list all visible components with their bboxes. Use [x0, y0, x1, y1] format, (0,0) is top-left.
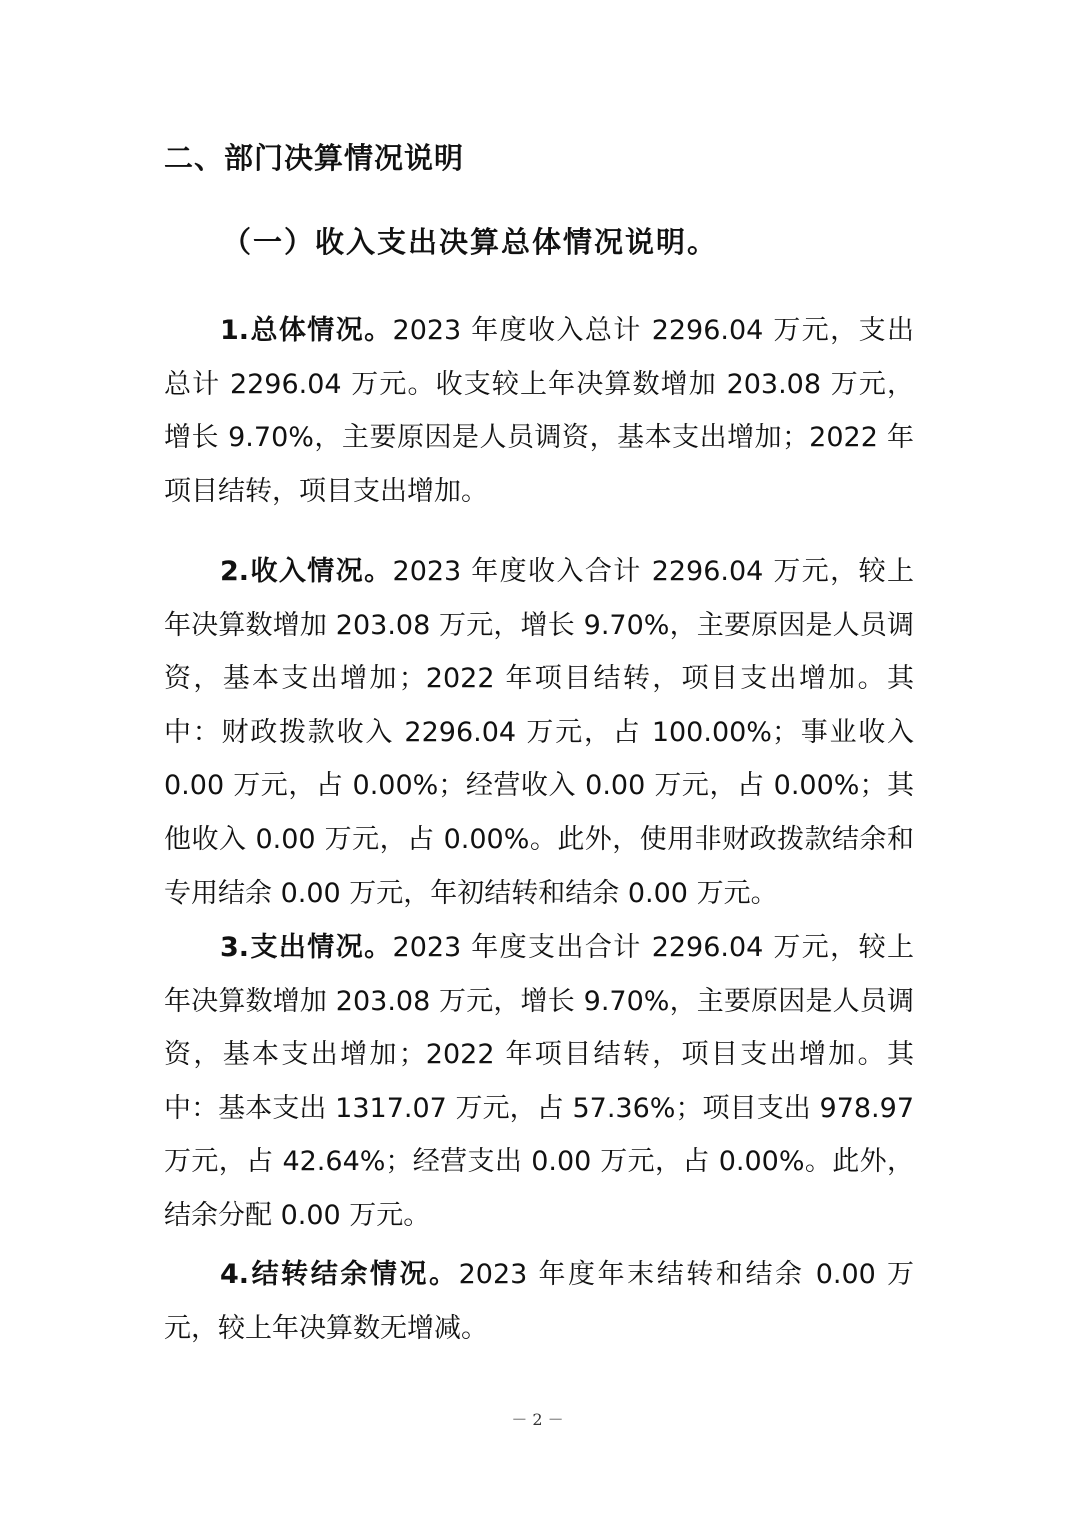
paragraph-expenditure [164, 921, 914, 1243]
page-number: － 2 － [511, 1410, 564, 1429]
paragraph-lead: 1.总体情况。 [220, 315, 393, 346]
paragraph-income [164, 545, 914, 920]
paragraph-body: 2023 年度收入合计 2296.04 万元，较上年决算数增加 203.08 万元，增长 9.70%，主要原因是人员调资，基本支出增加；2022 年项目结转，项目支出增加。其中：财政拨款收入 2296.04 万元，占 100.00%；事业收入 0.00 万元，占 0.00%；经营收入 0.00 万元，占 0.00%；其他收入 0.00 万元，占 0.00%。此外，使用非财政拨款结余和专用结余 0.00 万元，年初结转和结余 0.00 万元。 [164, 556, 914, 909]
section-heading: 二、部门决算情况说明 [164, 141, 465, 175]
paragraph-lead: 3.支出情况。 [220, 932, 393, 963]
subsection-heading: （一）收入支出决算总体情况说明。 [222, 225, 719, 259]
paragraph-body: 2023 年度年末结转和结余 0.00 万元，较上年决算数无增减。 [164, 1259, 914, 1344]
paragraph-lead: 4.结转结余情况。 [220, 1259, 459, 1290]
paragraph-overall [164, 304, 914, 518]
paragraph-carryover [164, 1248, 914, 1355]
paragraph-lead: 2.收入情况。 [220, 556, 393, 587]
paragraph-body: 2023 年度收入总计 2296.04 万元，支出总计 2296.04 万元。收支较上年决算数增加 203.08 万元，增长 9.70%，主要原因是人员调资，基本支出增加；2022 年项目结转，项目支出增加。 [164, 315, 914, 507]
paragraph-body: 2023 年度支出合计 2296.04 万元，较上年决算数增加 203.08 万元，增长 9.70%，主要原因是人员调资，基本支出增加；2022 年项目结转，项目支出增加。其中：基本支出 1317.07 万元，占 57.36%；项目支出 978.97 万元，占 42.64%；经营支出 0.00 万元，占 0.00%。此外，结余分配 0.00 万元。 [164, 932, 914, 1231]
